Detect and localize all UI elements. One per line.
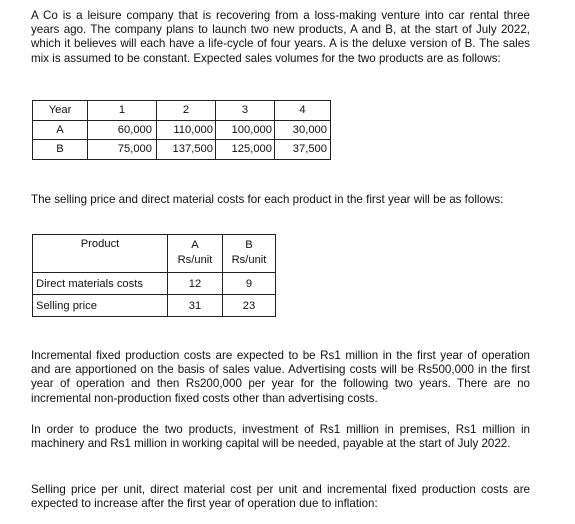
table-row [33, 120, 331, 140]
fixed-costs-paragraph: Incremental fixed production costs are expected to be Rs1 million in the first year of operation and are apportioned on the basis of sales value. Advertising costs will be Rs500,000 in the first year of operation and then Rs200,000 per year for the following two years. There are no incremental non-production fixed costs other than advertising costs. [31, 349, 530, 405]
header-unit: Rs/unit [177, 254, 213, 266]
header-year-4: 4 [275, 101, 331, 121]
header-product: Product [33, 235, 168, 273]
table-cell: 60,000 [88, 120, 157, 140]
table-cell: 125,000 [216, 140, 275, 160]
table-cell: 75,000 [88, 140, 157, 160]
table-cell: 110,000 [157, 120, 216, 140]
table-cell: 23 [223, 295, 276, 317]
header-name: A [191, 239, 199, 251]
table-cell: 37,500 [275, 140, 331, 160]
row-label-a: A [33, 120, 88, 140]
table-cell: 9 [223, 273, 276, 295]
header-year: Year [33, 101, 88, 121]
inflation-paragraph: Selling price per unit, direct material cost per unit and incremental fixed production costs are expected to increase after the first year of operation due to inflation: [31, 483, 530, 511]
table-cell: 100,000 [216, 120, 275, 140]
row-label-b: B [33, 140, 88, 160]
table-header-row [33, 101, 331, 121]
intro-paragraph: A Co is a leisure company that is recovering from a loss-making venture into car rental three years ago. The company plans to launch two new products, A and B, at the start of July 2022, which it believes will each have a life-cycle of four years. A is the deluxe version of B. The sales mix is assumed to be constant. Expected sales volumes for the two products are as follows: [31, 9, 530, 65]
price-cost-table [32, 234, 276, 317]
table-cell: 12 [168, 273, 223, 295]
header-year-2: 2 [157, 101, 216, 121]
header-unit: Rs/unit [231, 254, 267, 266]
sales-volume-table [32, 100, 331, 160]
table-cell: 137,500 [157, 140, 216, 160]
header-year-1: 1 [88, 101, 157, 121]
row-label-selling-price: Selling price [33, 295, 168, 317]
table-row [33, 295, 276, 317]
header-name: B [245, 239, 253, 251]
header-product-a [168, 235, 223, 273]
table-row [33, 140, 331, 160]
table-cell: 30,000 [275, 120, 331, 140]
table-header-row [33, 235, 276, 273]
investment-paragraph: In order to produce the two products, investment of Rs1 million in premises, Rs1 million in machinery and Rs1 million in working capital will be needed, payable at the start of July 2022. [31, 423, 530, 451]
selling-price-intro-paragraph: The selling price and direct material costs for each product in the first year will be as follows: [31, 193, 504, 206]
table-cell: 31 [168, 295, 223, 317]
row-label-direct-materials: Direct materials costs [33, 273, 168, 295]
header-year-3: 3 [216, 101, 275, 121]
header-product-b [223, 235, 276, 273]
table-row [33, 273, 276, 295]
